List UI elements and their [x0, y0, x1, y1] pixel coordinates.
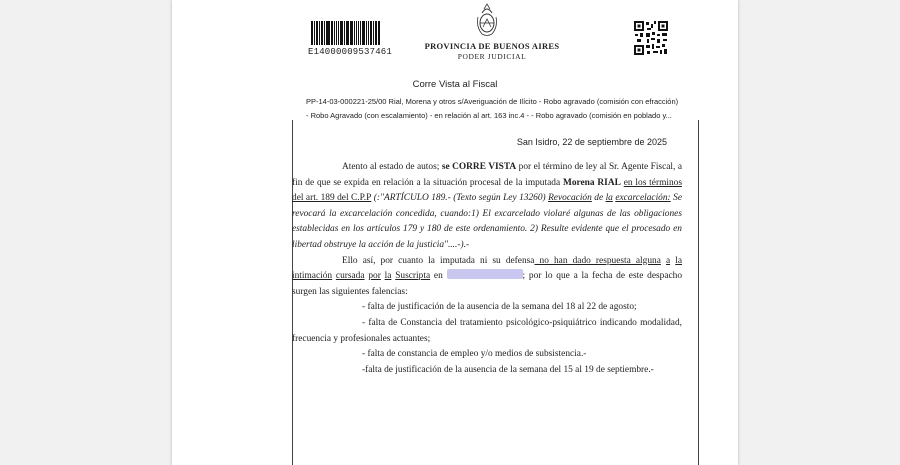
barcode [311, 21, 381, 45]
list-item: - falta de constancia de empleo y/o medios de subsistencia.- [362, 349, 587, 360]
list-item: -falta de justificación de la ausencia de la semana del 15 al 19 de septiembre.- [362, 364, 654, 375]
judicial-power-subtitle: PODER JUDICIAL [457, 52, 527, 61]
province-title: PROVINCIA DE BUENOS AIRES [424, 41, 560, 51]
paragraph-corre-vista: Atento al estado de autos; se CORRE VISTA por el término de ley al Sr. Agente Fiscal, a fin de que se expida en relación a la situación procesal de la imputada Morena RIAL en los términos del art. 189 del C.P.P (:"ARTÍCULO 189.- (Texto según Ley 13260) Revocación de la excarcelación: Se revocará la excarcelación concedida, cuando:1) El excarcelado violaré algunas de las obligaciones establecidas en los artículos 179 y 180 de este ordenamiento. 2) Resulte evidente que el procesado en libertad obstruye la acción de la justicia"....-).- [292, 162, 682, 250]
barcode-number: E14000009537461 [308, 47, 393, 57]
list-item: - falta de justificación de la ausencia de la semana del 18 al 22 de agosto; [362, 302, 637, 313]
right-margin-rule [698, 120, 699, 465]
provincial-seal-icon [476, 3, 498, 37]
case-caption-line-2: - Robo Agravado (con escalamiento) - en relación al art. 163 inc.4 - - Robo agravado (comisión en poblado y... [306, 111, 672, 120]
list-item: - falta de Constancia del tratamiento psicológico-psiquiátrico indicando modalidad, frecuencia y profesionales actuantes; [292, 317, 682, 344]
qr-code-icon [633, 20, 669, 56]
document-body [292, 160, 682, 378]
case-caption-line-1: PP-14-03-000221-25/00 Rial, Morena y otros s/Averiguación de Ilícito - Robo agravado (comisión con efracción) [306, 97, 679, 106]
redacted-date-highlight [447, 269, 523, 279]
document-title: Corre Vista al Fiscal [412, 79, 498, 90]
document-date: San Isidro, 22 de septiembre de 2025 [516, 137, 667, 147]
document-page [172, 0, 738, 465]
paragraph-falencias: Ello así, por cuanto la imputada ni su defensa no han dado respuesta alguna a la intimación cursada por la Suscripta en ; por lo que a la fecha de este despacho surgen las siguientes falencias: [292, 255, 683, 297]
